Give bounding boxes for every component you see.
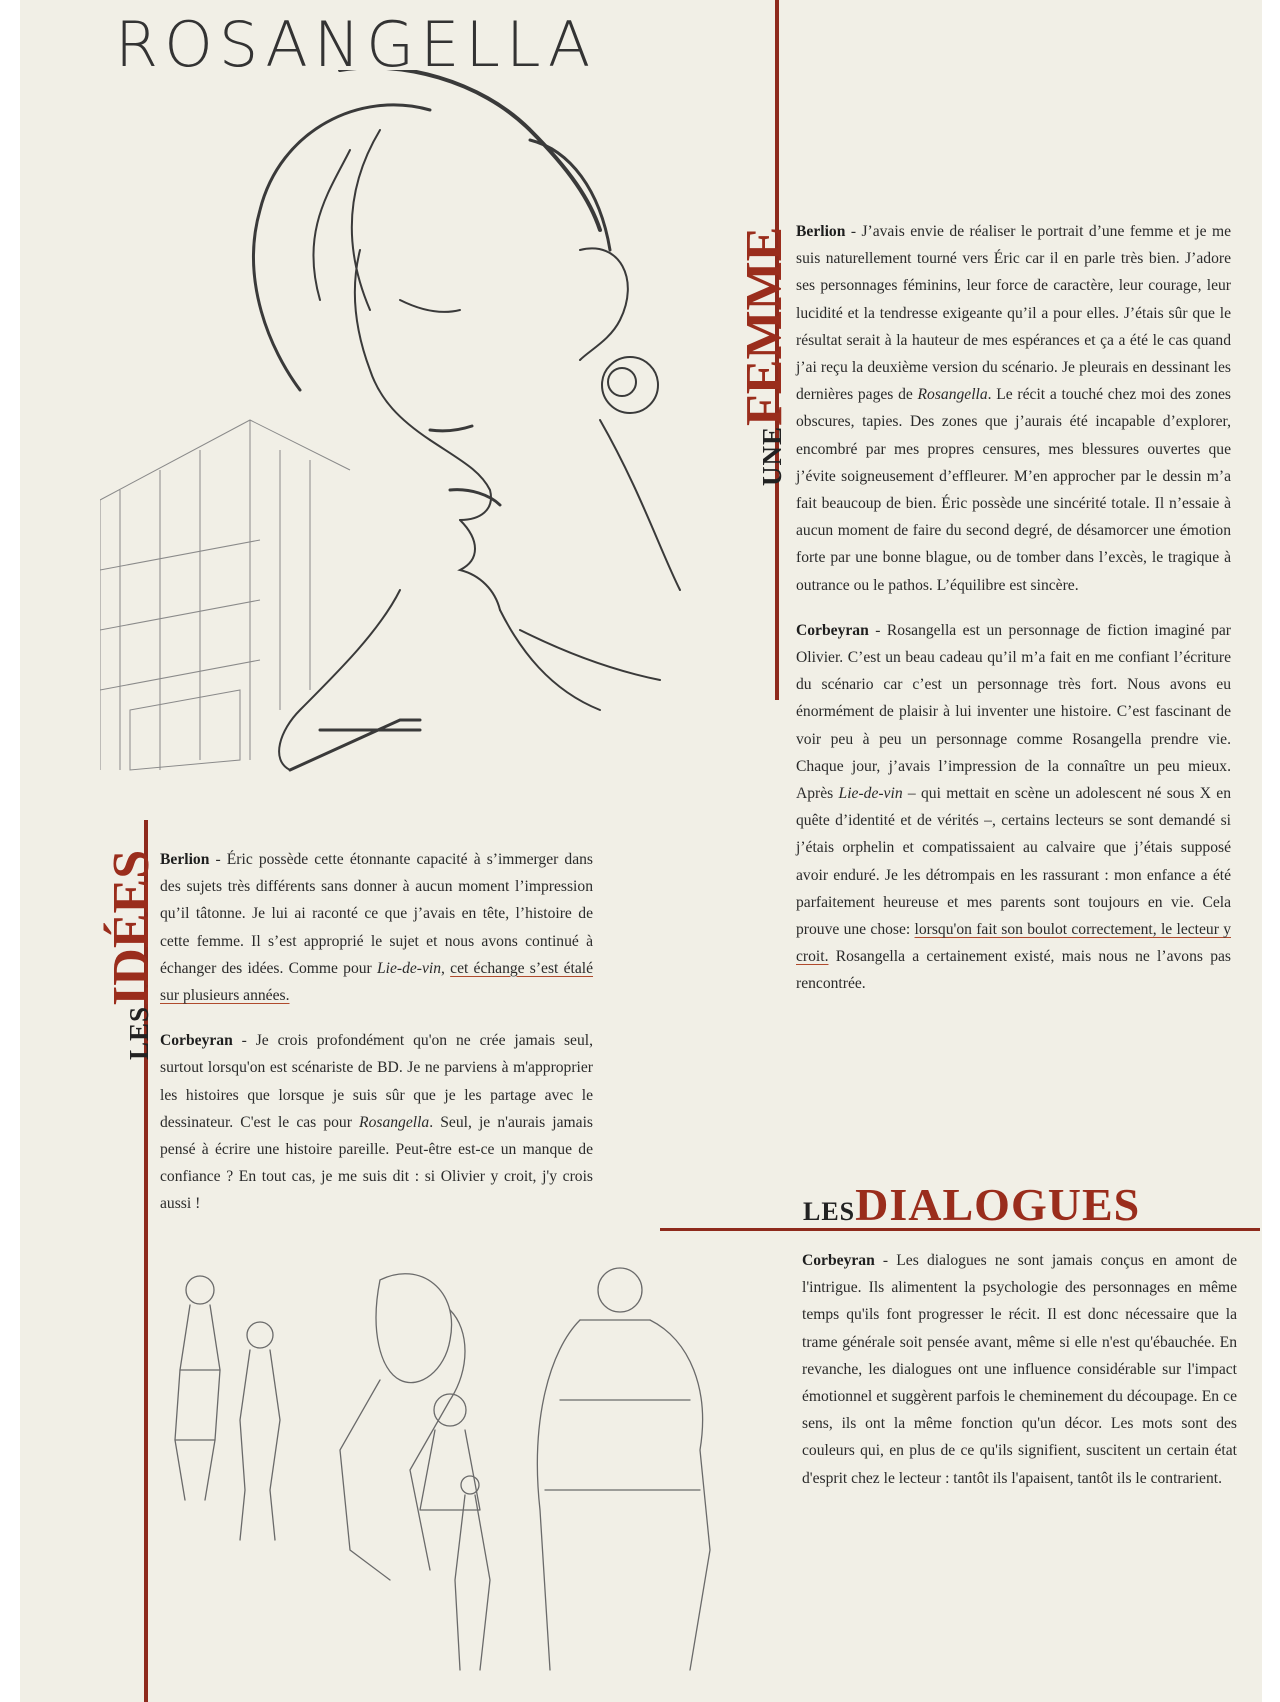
paragraph-text: - Les dialogues ne sont jamais conçus en amont de l'intrigue. Ils alimentent la psychologie des personnages en même temps qu'ils font progresser le récit. Il est donc nécessaire que la trame générale soit pensée avant, même si elle n'est qu'ébauchée. En revanche, les dialogues ont une influence considérable sur l'impact émotionnel et suggèrent parfois le cheminement du découpage. En ce sens, ils ont la même fonction qu'un décor. Les mots sont des couleurs qui, en plus de ce qu'ils signifient, suscitent un certain état d'esprit chez le lecteur : tantôt ils l'apaisent, tantôt ils le contrarient. [802, 1252, 1237, 1487]
paragraph-text: - Rosangella est un personnage de fiction imaginé par Olivier. C’est un beau cadeau qu’il m’a fait en me confiant l’écriture du scénario car c’est un personnage très fort. Nous avons eu énormément de plaisir à lui inventer une histoire. C’est fascinant de voir peu à peu un personnage comme Rosangella prendre vie. Chaque jour, j’avais l’impression de la connaître un peu mieux. Après [796, 621, 1231, 803]
paragraph-text: . Le récit a touché chez moi des zones obscures, tapies. Des zones que j’aurais été incapable d’explorer, encombré par mes propres censures, mes blessures ouvertes que j’évite soigneusement d’effleurer. M’en approcher par le dessin m’a fait beaucoup de bien. Éric possède une sincérité totale. Il n’essaie à aucun moment de faire du second degré, de désamorcer une émotion forte par une bonne blague, ou de tomber dans l’excès, le tragique à outrance ou le pathos. L’équilibre est sincère. [796, 386, 1231, 594]
heading-les-dialogues-small: LES [803, 1197, 856, 1226]
paragraph-text: - J’avais envie de réaliser le portrait d’une femme et je me suis naturellement tourné vers Éric car il en parle très bien. J’adore ses personnages féminins, leur force de caractère, leur courage, leur lucidité et la tendresse exigeante qu’il a pour elles. J’étais sûr que le résultat serait à la hauteur de mes espérances et ça a été le cas quand j’ai reçu la deuxième version du scénario. Je pleurais en dessinant les dernières pages de [796, 223, 1231, 404]
speaker-corbeyran: Corbeyran [160, 1032, 233, 1050]
speaker-berlion: Berlion [160, 851, 210, 868]
portrait-sketch [100, 70, 700, 840]
paragraph-text: – qui mettait en scène un adolescent né sous X en quête d’identité et de vérités –, certains lecteurs se sont demandé si j’étais orphelin et compatissaient au calvaire que j’étais supposé avoir enduré. Je les détrompais en les rassurant : mon enfance a été parfaitement heureuse et mes parents sont toujours en vie. Cela prouve une chose: [796, 785, 1231, 939]
speaker-corbeyran: Corbeyran [802, 1252, 875, 1269]
heading-les-dialogues [803, 1178, 1140, 1231]
heading-les-idees [102, 850, 161, 1060]
femme-text [796, 218, 1231, 1016]
heading-une: UNE [757, 425, 787, 486]
paragraph-text: - Éric possède cette étonnante capacité à s’immerger dans des sujets très différents sans donner à aucun moment l’impression qu’il tâtonne. Je lui ai raconté ce que j’avais en tête, l’histoire de cette femme. Il s’est approprié le sujet et nous avons continué à échanger des idées. Comme pour [160, 851, 593, 977]
book-title: Lie-de-vin [376, 959, 442, 977]
heading-dialogues: DIALOGUES [855, 1179, 1141, 1230]
underlined-text: cet échange s’est étalé sur plusieurs années. [160, 959, 594, 1005]
femme-paragraph-corbeyran [796, 617, 1231, 998]
heading-une-femme [735, 227, 794, 486]
heading-femme: FEMME [736, 226, 793, 426]
dialogues-text [802, 1247, 1237, 1510]
idees-text [160, 846, 593, 1236]
idees-paragraph-corbeyran [160, 1027, 593, 1217]
idees-paragraph-berlion [160, 846, 593, 1009]
figures-sketch [150, 1250, 760, 1700]
dialogues-paragraph-corbeyran [802, 1247, 1237, 1492]
book-title: Lie-de-vin [838, 785, 903, 803]
paragraph-text: - Je crois profondément qu'on ne crée jamais seul, surtout lorsqu'on est scénariste de BD. Je ne parviens à m'approprier les histoires que lorsque je suis sûr que je les partage avec le dessinateur. C'est le cas pour [160, 1032, 593, 1131]
heading-les-idees-small: LES [124, 1005, 154, 1060]
paragraph-text: Rosangella a certainement existé, mais nous ne l’avons pas rencontrée. [796, 948, 1231, 993]
paragraph-text: , [441, 959, 451, 977]
femme-paragraph-berlion [796, 218, 1231, 599]
book-title: Rosangella [917, 386, 988, 404]
underlined-text: lorsqu'on fait son boulot correctement, le lecteur y croit. [796, 921, 1231, 966]
speaker-berlion: Berlion [796, 223, 846, 240]
sketch-title: ROSANGELLA [115, 8, 597, 81]
book-title: Rosangella [359, 1113, 430, 1131]
speaker-corbeyran: Corbeyran [796, 621, 869, 639]
heading-idees: IDÉES [103, 849, 160, 1006]
paragraph-text: . Seul, je n'aurais jamais pensé à écrire une histoire pareille. Peut-être est-ce un manque de confiance ? En tout cas, je me suis dit : si Olivier y croit, j'y crois aussi ! [160, 1113, 593, 1213]
